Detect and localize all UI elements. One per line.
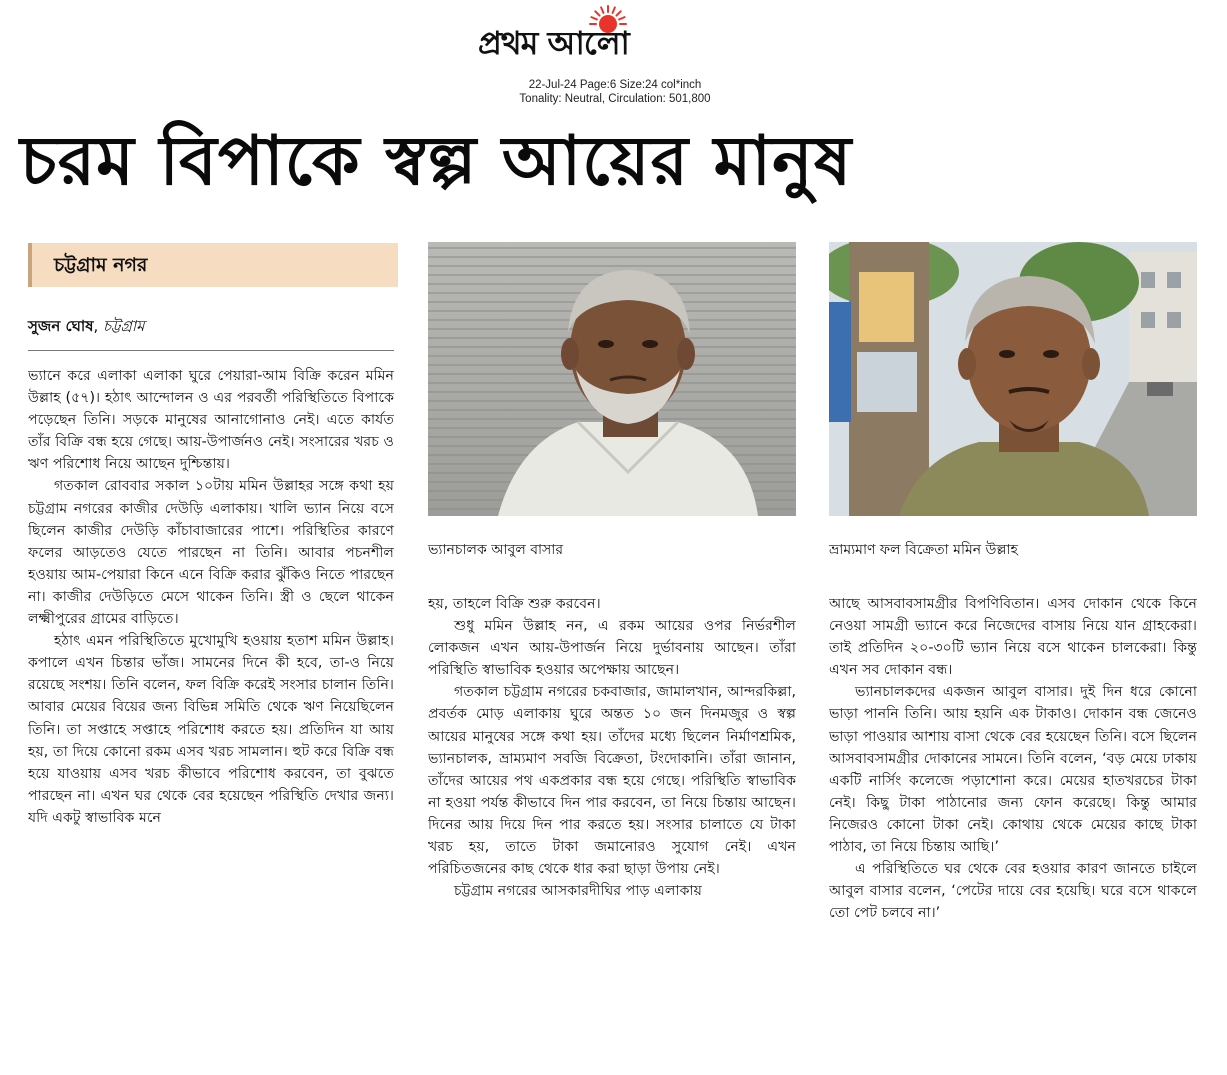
masthead: [470, 4, 760, 64]
byline: [28, 315, 145, 337]
col1-paragraph-3: হঠাৎ এমন পরিস্থিতিতে মুখোমুখি হওয়ায় হতাশ মমিন উল্লাহ। কপালে এখন চিন্তার ভাঁজ। সামনের দিনে কী হবে, তা-ও নিয়ে রয়েছে সংশয়। তিনি বলেন, ফল বিক্রি করেই সংসার চালান তিনি। আবার মেয়ের বিয়ের জন্য বিভিন্ন সমিতি থেকে ঋণ নিয়েছিলেন তিনি। তা সপ্তাহে সপ্তাহে পরিশোধ করতে হয়। প্রতিদিন যা আয় হয়, তা দিয়ে কোনো রকম এসব খরচ সামলান। হুট করে বিক্রি বন্ধ হয়ে যাওয়ায় এসব খরচ কীভাবে পরিশোধ করবেন, তা বুঝতে পারছেন না। এখন ঘর থেকে বের হয়েছেন পরিস্থিতি দেখার জন্য। যদি একটু স্বাভাবিক মনে: [28, 633, 394, 826]
sun-ray: [601, 7, 603, 13]
col1-paragraph-2: গতকাল রোববার সকাল ১০টায় মমিন উল্লাহর সঙ্গে কথা হয় চট্টগ্রাম নগরের কাজীর দেউড়ি এলাকায়। খালি ভ্যান নিয়ে বসে ছিলেন কাজীর দেউড়ি কাঁচাবাজারের পাশে। পরিস্থিতির কারণে ফলের আড়তেও যেতে পারছেন না তিনি। আবার পচনশীল হওয়ায় আম-পেয়ারা কিনে এনে বিক্রি করার ঝুঁকিও নিতে পারছেন না। কাজীর দেউড়িতে মেসে থাকেন তিনি। স্ত্রী ও ছেলে থাকেন লক্ষ্মীপুরের গ্রামের বাড়িতে।: [28, 478, 394, 628]
col2-paragraph-2: শুধু মমিন উল্লাহ নন, এ রকম আয়ের ওপর নির্ভরশীল লোকজন এখন আয়-উপার্জন নিয়ে দুর্ভাবনায় আছেন। তাঁরা পরিস্থিতি স্বাভাবিক হওয়ার অপেক্ষায় আছেন।: [428, 618, 796, 679]
article-column-1: [28, 365, 394, 1055]
caption-van-driver: ভ্যানচালক আবুল বাসার: [428, 542, 564, 558]
byline-comma: ,: [93, 317, 104, 335]
photo-fruit-seller: [829, 242, 1197, 516]
section-label: চট্টগ্রাম নগর: [54, 254, 148, 276]
article-column-2: [428, 593, 796, 1055]
section-box: [28, 243, 398, 287]
byline-place: চট্টগ্রাম: [103, 317, 145, 335]
meta-tonality: Tonality: Neutral, Circulation: 501,800: [519, 93, 711, 105]
photo-van-driver: [428, 242, 796, 516]
col3-paragraph-1: আছে আসবাবসামগ্রীর বিপণিবিতান। এসব দোকান থেকে কিনে নেওয়া সামগ্রী ভ্যানে করে নিজেদের বাসায় নিয়ে যান গ্রাহকেরা। তাই প্রতিদিন ২০-৩০টি ভ্যান নিয়ে বসে থাকেন চালকেরা। কিন্তু এখন সব দোকান বন্ধ।: [829, 596, 1197, 679]
masthead-logo: প্রথম আলো: [478, 24, 629, 62]
col1-paragraph-1: ভ্যানে করে এলাকা এলাকা ঘুরে পেয়ারা-আম বিক্রি করেন মমিন উল্লাহ (৫৭)। হঠাৎ আন্দোলন ও এর পরবর্তী পরিস্থিতিতে বিপাকে পড়েছেন তিনি। সড়কে মানুষের আনাগোনাও নেই। এতে কার্যত তাঁর বিক্রি বন্ধ হয়ে গেছে। আয়-উপার্জনও নেই। সংসারের খরচ ও ঋণ পরিশোধ নিয়ে আছেন দুশ্চিন্তায়।: [28, 368, 394, 473]
article-column-3: [829, 593, 1197, 1055]
meta-date-page: 22-Jul-24 Page:6 Size:24 col*inch: [528, 79, 702, 91]
photo-fruit-seller-image: [829, 242, 1197, 516]
sun-ray: [616, 11, 620, 15]
sun-ray: [595, 11, 599, 15]
headline: চরম বিপাকে স্বল্প আয়ের মানুষ: [20, 122, 853, 201]
col3-paragraph-3: এ পরিস্থিতিতে ঘর থেকে বের হওয়ার কারণ জানতে চাইলে আবুল বাসার বলেন, ‘পেটের দায়ে বের হয়েছি। ঘরে বসে থাকলে তো পেট চলবে না।’: [829, 861, 1197, 922]
sun-ray: [613, 7, 615, 13]
col2-paragraph-3: গতকাল চট্টগ্রাম নগরের চকবাজার, জামালখান, আন্দরকিল্লা, প্রবর্তক মোড় এলাকায় ঘুরে অন্তত ১০ জন দিনমজুর ও স্বল্প আয়ের মানুষের সঙ্গে কথা হয়। তাঁদের মধ্যে ছিলেন নির্মাণশ্রমিক, ভ্যানচালক, ভ্রাম্যমাণ সবজি বিক্রেতা, টংদোকানি। তাঁরা জানান, তাঁদের আয়ের পথ একপ্রকার বন্ধ হয়ে গেছে। পরিস্থিতি স্বাভাবিক না হওয়া পর্যন্ত কীভাবে দিন পার করবেন, তা নিয়ে চিন্তায় আছেন। দিনের আয় দিয়ে দিন পার করতে হয়। সংসার চালাতে যে টাকা খরচ হয়, তাতে টাকা জমানোরও সুযোগ নেই। এখন পরিচিতজনের কাছ থেকে ধার করা ছাড়া উপায় নেই।: [428, 684, 796, 878]
clipping-meta: [480, 78, 750, 106]
byline-divider: [28, 350, 394, 351]
col2-paragraph-4: চট্টগ্রাম নগরের আসকারদীঘির পাড় এলাকায়: [454, 883, 702, 900]
photo-van-driver-image: [428, 242, 796, 516]
col2-paragraph-1: হয়, তাহলে বিক্রি শুরু করবেন।: [428, 596, 601, 612]
col3-paragraph-2: ভ্যানচালকদের একজন আবুল বাসার। দুই দিন ধরে কোনো ভাড়া পাননি তিনি। আয় হয়নি এক টাকাও। দোকান বন্ধ জেনেও ভাড়া পাওয়ার আশায় বাসা থেকে বের হয়েছেন তিনি। বসে ছিলেন আসবাবসামগ্রীর দোকানের সামনে। তিনি বলেন, ‘বড় মেয়ে ঢাকায় একটি নার্সিং কলেজে পড়াশোনা করে। মেয়ের হাতখরচের টাকা নেই। কিছু টাকা পাঠানোর জন্য ফোন করেছে। কিন্তু আমার নিজেরও কোনো টাকা নেই। কোথায় থেকে মেয়ের কাছে টাকা পাঠাব, তা নিয়ে চিন্তায় আছি।’: [829, 684, 1197, 856]
caption-fruit-seller: ভ্রাম্যমাণ ফল বিক্রেতা মমিন উল্লাহ: [829, 542, 1018, 558]
byline-name: সুজন ঘোষ: [28, 317, 94, 335]
